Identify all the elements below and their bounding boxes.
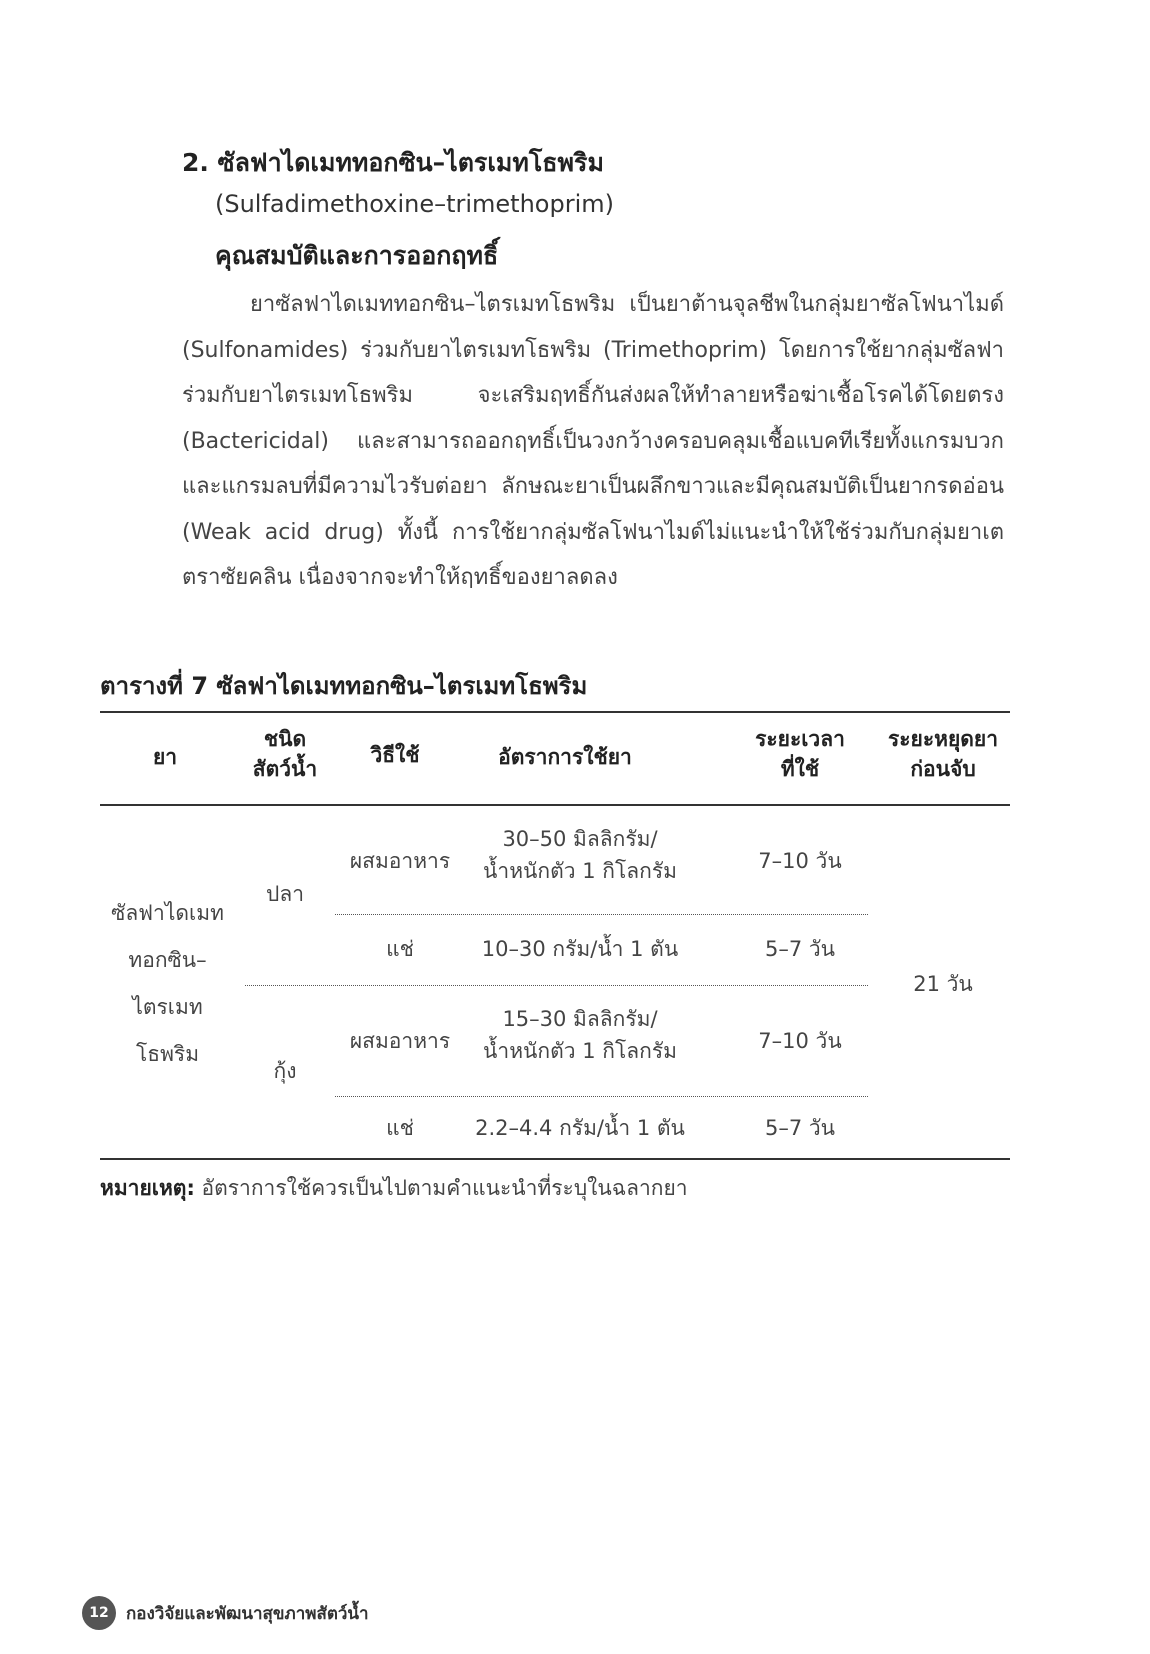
section-title: 2. ซัลฟาไดเมททอกซิน–ไตรเมทโธพริม <box>182 148 604 177</box>
drug-name-line: ซัลฟาไดเมท <box>111 901 224 925</box>
header-duration-line2: ที่ใช้ <box>780 757 820 781</box>
section-title-english: (Sulfadimethoxine–trimethoprim) <box>215 190 614 218</box>
table-note <box>100 1172 688 1205</box>
species-shrimp: กุ้ง <box>273 1059 297 1083</box>
header-withdrawal-line2: ก่อนจับ <box>910 757 976 781</box>
duration-cell: 5–7 วัน <box>764 937 836 961</box>
note-label: หมายเหตุ: <box>100 1176 195 1200</box>
dose-line: 30–50 มิลลิกรัม/ <box>502 827 658 851</box>
duration-cell: 5–7 วัน <box>764 1116 836 1140</box>
method-cell: แช่ <box>386 937 414 961</box>
withdrawal-cell: 21 วัน <box>913 972 973 996</box>
drug-name-line: ทอกซิน– <box>128 948 207 972</box>
row-divider <box>335 1096 868 1097</box>
drug-name-line: โธพริม <box>135 1042 200 1066</box>
table-bottom-rule <box>100 1158 1010 1160</box>
header-duration <box>735 724 865 784</box>
species-fish: ปลา <box>266 882 304 906</box>
duration-cell: 7–10 วัน <box>758 849 842 873</box>
dose-cell <box>465 823 695 887</box>
method-cell: แช่ <box>386 1116 414 1140</box>
method-cell: ผสมอาหาร <box>349 1029 451 1053</box>
dose-line: 15–30 มิลลิกรัม/ <box>502 1007 658 1031</box>
method-cell: ผสมอาหาร <box>349 849 451 873</box>
section-subtitle: คุณสมบัติและการออกฤทธิ์ <box>215 241 499 270</box>
species-divider <box>245 985 868 986</box>
dose-line: น้ำหนักตัว 1 กิโลกรัม <box>483 1039 677 1063</box>
table-top-rule <box>100 711 1010 713</box>
header-withdrawal <box>868 724 1018 784</box>
body-paragraph: ยาซัลฟาไดเมททอกซิน–ไตรเมทโธพริม เป็นยาต้านจุลชีพในกลุ่มยาซัลโฟนาไมด์ (Sulfonamides) ร่วมกับยาไตรเมทโธพริม (Trimethoprim) โดยการใช้ยากลุ่มซัลฟาร่วมกับยาไตรเมทโธพริม จะเสริมฤทธิ์กันส่งผลให้ทำลายหรือฆ่าเชื้อโรคได้โดยตรง (Bactericidal) และสามารถออกฤทธิ์เป็นวงกว้างครอบคลุมเชื้อแบคทีเรียทั้งแกรมบวกและแกรมลบที่มีความไวรับต่อยา ลักษณะยาเป็นผลึกขาวและมีคุณสมบัติเป็นยากรดอ่อน (Weak acid drug) ทั้งนี้ การใช้ยากลุ่มซัลโฟนาไมด์ไม่แนะนำให้ใช้ร่วมกับกลุ่มยาเตตราซัยคลิน เนื่องจากจะทำให้ฤทธิ์ของยาลดลง <box>182 292 1004 590</box>
dose-cell: 2.2–4.4 กรัม/น้ำ 1 ตัน <box>475 1116 685 1140</box>
page-footer <box>82 1596 369 1630</box>
dose-cell: 10–30 กรัม/น้ำ 1 ตัน <box>481 937 679 961</box>
table-caption: ตารางที่ 7 ซัลฟาไดเมททอกซิน–ไตรเมทโธพริม <box>100 672 588 700</box>
header-dose: อัตราการใช้ยา <box>498 745 632 769</box>
header-drug: ยา <box>152 745 178 769</box>
footer-organization: กองวิจัยและพัฒนาสุขภาพสัตว์น้ำ <box>126 1603 369 1624</box>
table-header-rule <box>100 804 1010 806</box>
page-number-badge: 12 <box>82 1596 116 1630</box>
duration-cell: 7–10 วัน <box>758 1029 842 1053</box>
row-divider <box>335 914 868 915</box>
drug-name-cell <box>100 890 235 1078</box>
note-text: อัตราการใช้ควรเป็นไปตามคำแนะนำที่ระบุในฉลากยา <box>194 1176 688 1200</box>
header-duration-line1: ระยะเวลา <box>755 727 845 751</box>
header-method: วิธีใช้ <box>370 743 420 767</box>
dose-line: น้ำหนักตัว 1 กิโลกรัม <box>483 859 677 883</box>
dose-cell <box>465 1003 695 1067</box>
drug-name-line: ไตรเมท <box>132 995 203 1019</box>
header-withdrawal-line1: ระยะหยุดยา <box>887 727 999 751</box>
header-species-line2: สัตว์น้ำ <box>252 757 318 781</box>
header-species-line1: ชนิด <box>263 727 307 751</box>
header-species <box>235 724 335 784</box>
